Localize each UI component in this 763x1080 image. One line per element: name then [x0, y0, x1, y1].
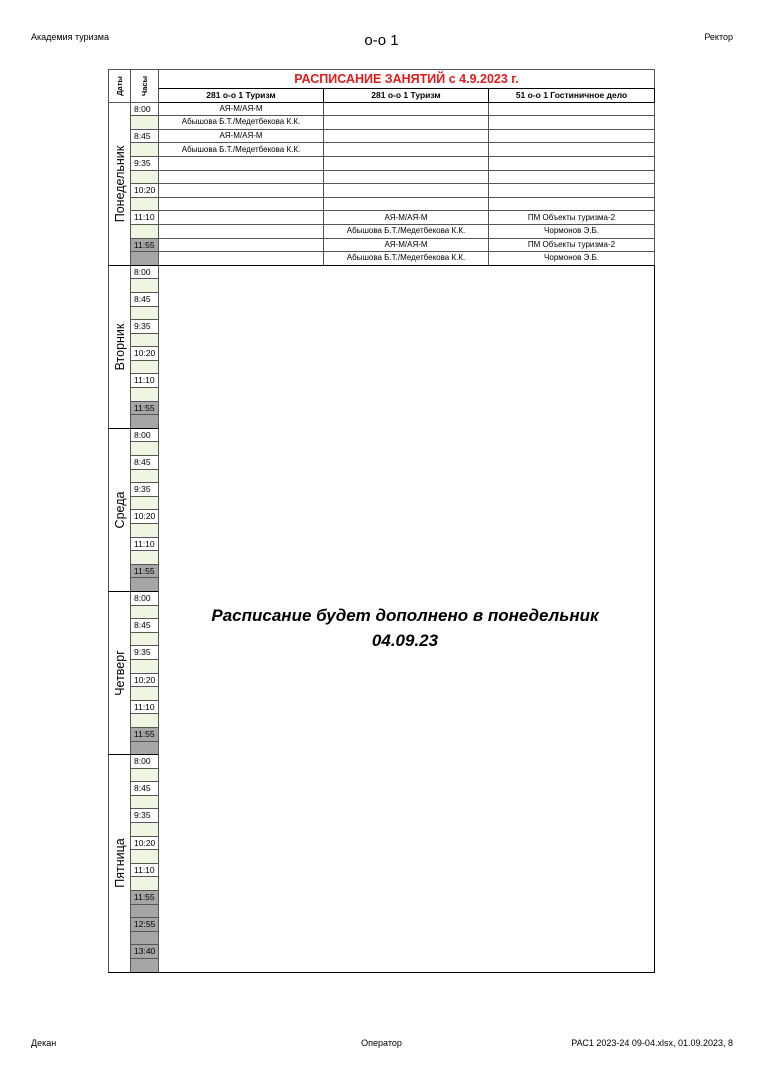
day-3	[109, 591, 131, 754]
time-cell: 12:55	[131, 918, 159, 932]
lesson-cell: Абышова Б.Т./Медетбекова К.К.	[159, 143, 324, 157]
lesson-cell	[324, 184, 489, 198]
lesson-cell: Абышова Б.Т./Медетбекова К.К.	[159, 116, 324, 130]
time-cell: 11:10	[131, 211, 159, 225]
lesson-cell	[489, 143, 655, 157]
lesson-cell	[489, 102, 655, 116]
time-cell: 11:55	[131, 891, 159, 905]
day-monday	[109, 102, 131, 265]
time-cell-blank	[131, 279, 159, 293]
notice-line-1: Расписание будет дополнено в понедельник	[211, 605, 599, 625]
time-cell: 8:00	[131, 591, 159, 605]
time-cell-blank	[131, 659, 159, 673]
time-cell-blank	[131, 360, 159, 374]
lesson-cell	[324, 170, 489, 184]
day-2	[109, 428, 131, 591]
time-cell: 8:00	[131, 102, 159, 116]
time-cell: 10:20	[131, 673, 159, 687]
time-cell-blank	[131, 578, 159, 592]
time-cell: 9:35	[131, 809, 159, 823]
table-row	[109, 143, 655, 157]
group-header-1: 281 о-о 1 Туризм	[159, 89, 324, 103]
time-cell-blank	[131, 687, 159, 701]
day-1	[109, 265, 131, 428]
time-cell: 11:10	[131, 700, 159, 714]
group-header-3: 51 о-о 1 Гостиничное дело	[489, 89, 655, 103]
table-row	[109, 116, 655, 130]
lesson-cell	[489, 129, 655, 143]
time-cell-blank	[131, 877, 159, 891]
time-cell: 11:55	[131, 727, 159, 741]
time-cell: 10:20	[131, 347, 159, 361]
lesson-cell: Чормонов Э.Б.	[489, 224, 655, 238]
groups-row	[109, 89, 655, 103]
time-cell: 9:35	[131, 320, 159, 334]
time-cell-blank	[131, 469, 159, 483]
table-row	[109, 252, 655, 266]
time-cell: 8:45	[131, 129, 159, 143]
lesson-cell	[489, 116, 655, 130]
footer-right-filename: РАС1 2023-24 09-04.xlsx, 01.09.2023, 8	[571, 1038, 733, 1048]
time-cell	[131, 252, 159, 266]
day-label: Четверг	[112, 650, 127, 696]
dates-column-header	[109, 70, 131, 103]
table-row	[109, 170, 655, 184]
table-row	[109, 197, 655, 211]
lesson-cell: АЯ-М/АЯ-М	[324, 211, 489, 225]
time-cell: 13:40	[131, 945, 159, 959]
lesson-cell	[159, 170, 324, 184]
lesson-cell	[324, 129, 489, 143]
time-cell-blank	[131, 496, 159, 510]
time-cell-blank	[131, 306, 159, 320]
lesson-cell: Абышова Б.Т./Медетбекова К.К.	[324, 252, 489, 266]
schedule-title: РАСПИСАНИЕ ЗАНЯТИЙ с 4.9.2023 г.	[159, 70, 655, 89]
time-cell-blank	[131, 551, 159, 565]
footer-left-dean: Декан	[31, 1038, 57, 1048]
time-cell-blank	[131, 904, 159, 918]
lesson-cell: АЯ-М/АЯ-М	[159, 102, 324, 116]
lesson-cell	[159, 238, 324, 252]
time-cell-blank	[131, 415, 159, 429]
table-row	[109, 156, 655, 170]
lesson-cell: АЯ-М/АЯ-М	[159, 129, 324, 143]
time-cell: 8:45	[131, 782, 159, 796]
lesson-cell	[324, 143, 489, 157]
table-row	[109, 102, 655, 116]
lesson-cell	[489, 170, 655, 184]
time-cell-blank	[131, 959, 159, 973]
lesson-cell	[324, 102, 489, 116]
lesson-cell	[324, 116, 489, 130]
time-cell	[131, 197, 159, 211]
time-cell: 10:20	[131, 836, 159, 850]
time-cell: 11:55	[131, 564, 159, 578]
time-cell: 11:55	[131, 401, 159, 415]
time-cell: 10:20	[131, 184, 159, 198]
time-cell-blank	[131, 442, 159, 456]
time-cell: 9:35	[131, 483, 159, 497]
header-center-title: о-о 1	[364, 32, 399, 49]
notice-line-2: 04.09.23	[371, 630, 439, 650]
table-row	[109, 129, 655, 143]
time-cell	[131, 224, 159, 238]
table-row	[109, 224, 655, 238]
lesson-cell: АЯ-М/АЯ-М	[324, 238, 489, 252]
lesson-cell	[159, 252, 324, 266]
lesson-cell: ПМ Объекты туризма-2	[489, 211, 655, 225]
time-cell: 8:45	[131, 619, 159, 633]
header-right-rector: Ректор	[704, 32, 733, 42]
time-cell	[131, 143, 159, 157]
time-cell-blank	[131, 931, 159, 945]
header-left-institution: Академия туризма	[31, 32, 109, 42]
lesson-cell	[489, 184, 655, 198]
table-row	[109, 238, 655, 252]
schedule-table	[108, 69, 655, 973]
time-cell-blank	[131, 388, 159, 402]
time-cell	[131, 170, 159, 184]
lesson-cell	[159, 224, 324, 238]
dates-label: Даты	[114, 76, 124, 96]
lesson-cell	[159, 156, 324, 170]
time-cell: 11:10	[131, 863, 159, 877]
time-cell-blank	[131, 524, 159, 538]
lesson-cell: Абышова Б.Т./Медетбекова К.К.	[324, 224, 489, 238]
day-label: Среда	[112, 491, 127, 529]
lesson-cell	[489, 156, 655, 170]
table-header-row	[109, 70, 655, 89]
hours-label: Часы	[139, 75, 149, 96]
time-cell: 9:35	[131, 646, 159, 660]
lesson-cell	[159, 211, 324, 225]
time-cell-blank	[131, 850, 159, 864]
time-cell-blank	[131, 333, 159, 347]
lesson-cell	[324, 197, 489, 211]
time-cell-blank	[131, 741, 159, 755]
lesson-cell	[324, 156, 489, 170]
time-cell: 8:00	[131, 265, 159, 279]
time-cell: 8:00	[131, 755, 159, 769]
time-cell-blank	[131, 795, 159, 809]
time-cell: 11:55	[131, 238, 159, 252]
hours-column-header	[131, 70, 159, 103]
lesson-cell	[489, 197, 655, 211]
time-cell	[131, 116, 159, 130]
notice-area	[159, 265, 655, 972]
time-cell-blank	[131, 823, 159, 837]
time-cell: 11:10	[131, 537, 159, 551]
day-label: Понедельник	[112, 145, 127, 222]
time-cell: 9:35	[131, 156, 159, 170]
time-cell: 8:45	[131, 456, 159, 470]
time-cell-blank	[131, 768, 159, 782]
time-cell: 11:10	[131, 374, 159, 388]
time-cell-blank	[131, 605, 159, 619]
group-header-2: 281 о-о 1 Туризм	[324, 89, 489, 103]
day-4	[109, 755, 131, 973]
table-row	[109, 265, 655, 279]
lesson-cell	[159, 197, 324, 211]
time-cell-blank	[131, 632, 159, 646]
lesson-cell: ПМ Объекты туризма-2	[489, 238, 655, 252]
lesson-cell	[159, 184, 324, 198]
footer-center-operator: Оператор	[361, 1038, 402, 1048]
table-row	[109, 211, 655, 225]
time-cell-blank	[131, 714, 159, 728]
day-label: Пятница	[112, 838, 127, 889]
lesson-cell: Чормонов Э.Б.	[489, 252, 655, 266]
table-row	[109, 184, 655, 198]
time-cell: 10:20	[131, 510, 159, 524]
time-cell: 8:45	[131, 292, 159, 306]
day-label: Вторник	[112, 323, 127, 371]
schedule-notice	[159, 603, 651, 653]
time-cell: 8:00	[131, 428, 159, 442]
